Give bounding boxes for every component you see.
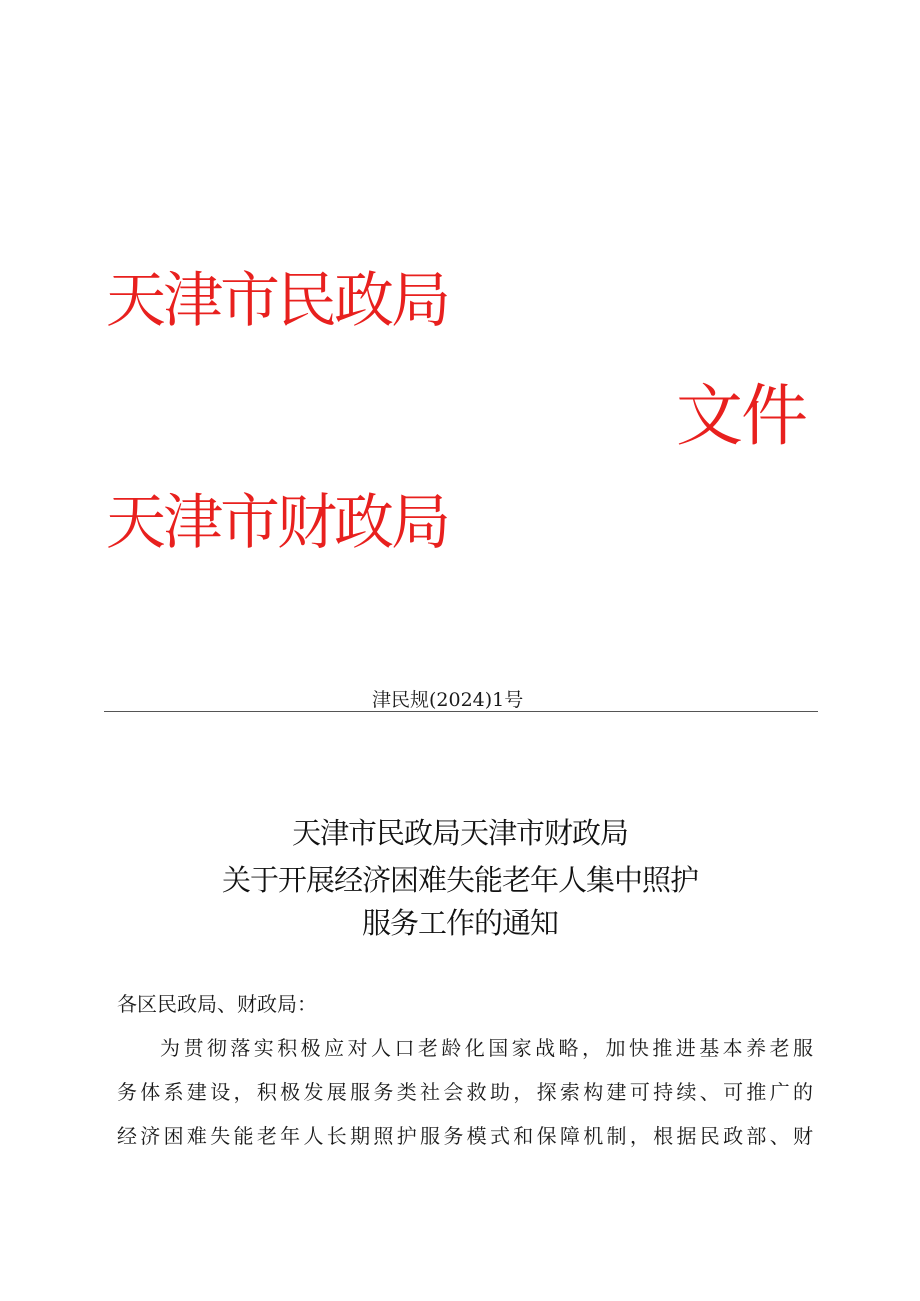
body-text-line: 务体系建设，积极发展服务类社会救助，探索构建可持续、可推广的	[117, 1080, 813, 1104]
document-header-word: 文件	[676, 377, 806, 455]
document-title-line-3: 服务工作的通知	[361, 906, 558, 940]
issuer-name-finance: 天津市财政局	[106, 488, 448, 558]
body-text-line: 为贯彻落实积极应对人口老龄化国家战略，加快推进基本养老服	[160, 1036, 813, 1060]
document-title-line-1: 天津市民政局天津市财政局	[291, 816, 628, 850]
salutation: 各区民政局、财政局：	[117, 992, 317, 1016]
header-divider	[104, 711, 818, 712]
body-text-line: 经济困难失能老年人长期照护服务模式和保障机制，根据民政部、财	[117, 1124, 813, 1148]
document-title-line-2: 关于开展经济困难失能老年人集中照护	[221, 863, 698, 897]
issuer-name-civil-affairs: 天津市民政局	[106, 266, 448, 336]
document-number: 津民规(2024)1号	[372, 689, 524, 711]
